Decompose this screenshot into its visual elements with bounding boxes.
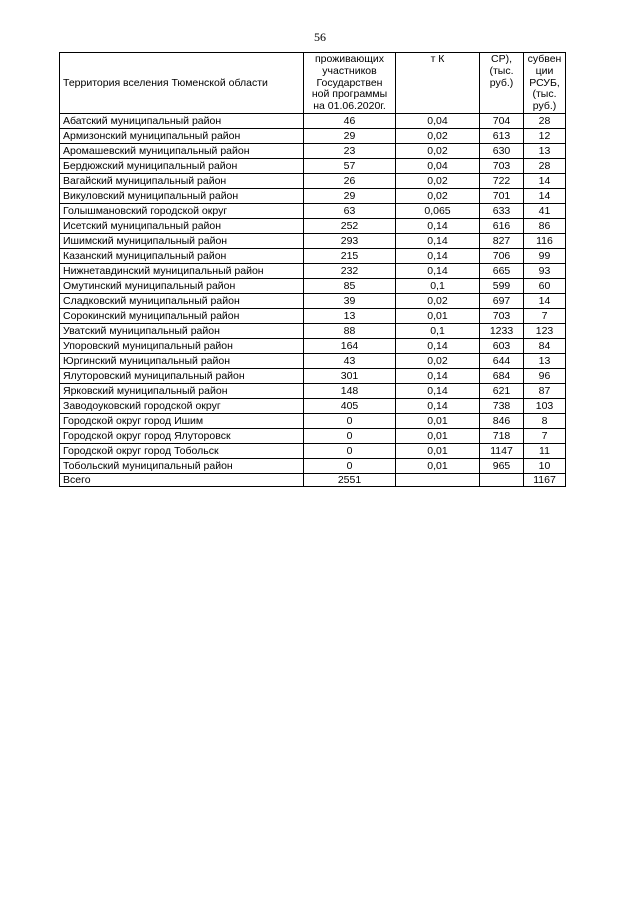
table-header-row: [60, 53, 566, 114]
average-cost: 1233: [480, 323, 524, 338]
total-row: [60, 473, 566, 486]
average-cost: 738: [480, 398, 524, 413]
table-row: [60, 428, 566, 443]
territory-name: Армизонский муниципальный район: [60, 128, 304, 143]
territory-name: Бердюжский муниципальный район: [60, 158, 304, 173]
table-row: [60, 353, 566, 368]
coefficient: 0,14: [396, 218, 480, 233]
subsidy-amount: 11: [524, 443, 566, 458]
subsidy-amount: 86: [524, 218, 566, 233]
subsidy-amount: 14: [524, 173, 566, 188]
territory-name: Абатский муниципальный район: [60, 113, 304, 128]
table-row: [60, 233, 566, 248]
subsidy-table: [59, 52, 566, 487]
territory-name: Вагайский муниципальный район: [60, 173, 304, 188]
participants-count: 29: [304, 128, 396, 143]
territory-name: Городской округ город Тобольск: [60, 443, 304, 458]
subsidy-amount: 8: [524, 413, 566, 428]
table-row: [60, 398, 566, 413]
participants-count: 29: [304, 188, 396, 203]
territory-name: Исетский муниципальный район: [60, 218, 304, 233]
participants-count: 57: [304, 158, 396, 173]
header-participants: проживающих участников Государствен ной программы на 01.06.2020г.: [304, 53, 396, 114]
subsidy-amount: 84: [524, 338, 566, 353]
coefficient: 0,02: [396, 143, 480, 158]
average-cost: 846: [480, 413, 524, 428]
coefficient: 0,14: [396, 263, 480, 278]
average-cost: 701: [480, 188, 524, 203]
coefficient: 0,02: [396, 293, 480, 308]
coefficient: 0,02: [396, 128, 480, 143]
coefficient: 0,02: [396, 353, 480, 368]
territory-name: Ялуторовский муниципальный район: [60, 368, 304, 383]
coefficient: 0,14: [396, 383, 480, 398]
subsidy-amount: 41: [524, 203, 566, 218]
subsidy-amount: 123: [524, 323, 566, 338]
participants-count: 232: [304, 263, 396, 278]
subsidy-amount: 14: [524, 188, 566, 203]
average-cost: 718: [480, 428, 524, 443]
table-row: [60, 383, 566, 398]
total-participants: 2551: [304, 473, 396, 486]
table-row: [60, 458, 566, 473]
subsidy-amount: 7: [524, 428, 566, 443]
average-cost: 616: [480, 218, 524, 233]
average-cost: 697: [480, 293, 524, 308]
average-cost: 703: [480, 158, 524, 173]
average-cost: 630: [480, 143, 524, 158]
page-number: 56: [314, 30, 326, 44]
participants-count: 164: [304, 338, 396, 353]
participants-count: 148: [304, 383, 396, 398]
coefficient: 0,14: [396, 368, 480, 383]
territory-name: Казанский муниципальный район: [60, 248, 304, 263]
territory-name: Аромашевский муниципальный район: [60, 143, 304, 158]
average-cost: 665: [480, 263, 524, 278]
subsidy-amount: 28: [524, 158, 566, 173]
coefficient: 0,02: [396, 188, 480, 203]
average-cost: 965: [480, 458, 524, 473]
participants-count: 46: [304, 113, 396, 128]
territory-name: Тобольский муниципальный район: [60, 458, 304, 473]
coefficient: 0,065: [396, 203, 480, 218]
subsidy-amount: 14: [524, 293, 566, 308]
coefficient: 0,01: [396, 428, 480, 443]
subsidy-amount: 99: [524, 248, 566, 263]
subsidy-amount: 93: [524, 263, 566, 278]
table-row: [60, 278, 566, 293]
table-row: [60, 413, 566, 428]
average-cost: 603: [480, 338, 524, 353]
participants-count: 0: [304, 428, 396, 443]
territory-name: Городской округ город Ялуторовск: [60, 428, 304, 443]
subsidy-amount: 10: [524, 458, 566, 473]
territory-name: Викуловский муниципальный район: [60, 188, 304, 203]
table-row: [60, 128, 566, 143]
subsidy-amount: 103: [524, 398, 566, 413]
table-row: [60, 293, 566, 308]
total-coefficient: [396, 473, 480, 486]
coefficient: 0,1: [396, 323, 480, 338]
territory-name: Ярковский муниципальный район: [60, 383, 304, 398]
participants-count: 293: [304, 233, 396, 248]
average-cost: 706: [480, 248, 524, 263]
header-territory: Территория вселения Тюменской области: [60, 53, 304, 114]
header-coefficient: т К: [396, 53, 480, 114]
coefficient: 0,01: [396, 413, 480, 428]
territory-name: Сорокинский муниципальный район: [60, 308, 304, 323]
average-cost: 827: [480, 233, 524, 248]
average-cost: 599: [480, 278, 524, 293]
coefficient: 0,14: [396, 233, 480, 248]
header-average-cost: СР), (тыс. руб.): [480, 53, 524, 114]
territory-name: Голышмановский городской округ: [60, 203, 304, 218]
coefficient: 0,14: [396, 398, 480, 413]
coefficient: 0,14: [396, 338, 480, 353]
subsidy-amount: 13: [524, 143, 566, 158]
territory-name: Городской округ город Ишим: [60, 413, 304, 428]
territory-name: Заводоуковский городской округ: [60, 398, 304, 413]
table-row: [60, 158, 566, 173]
subsidy-amount: 96: [524, 368, 566, 383]
territory-name: Омутинский муниципальный район: [60, 278, 304, 293]
subsidy-amount: 28: [524, 113, 566, 128]
table-row: [60, 323, 566, 338]
total-subsidy: 1167: [524, 473, 566, 486]
coefficient: 0,04: [396, 158, 480, 173]
subsidy-amount: 13: [524, 353, 566, 368]
table-row: [60, 113, 566, 128]
table-row: [60, 173, 566, 188]
participants-count: 26: [304, 173, 396, 188]
participants-count: 13: [304, 308, 396, 323]
header-subsidy: субвен ции РСУБ, (тыс. руб.): [524, 53, 566, 114]
territory-name: Уватский муниципальный район: [60, 323, 304, 338]
total-average-cost: [480, 473, 524, 486]
table-row: [60, 203, 566, 218]
participants-count: 23: [304, 143, 396, 158]
table-row: [60, 368, 566, 383]
participants-count: 405: [304, 398, 396, 413]
average-cost: 704: [480, 113, 524, 128]
territory-name: Ишимский муниципальный район: [60, 233, 304, 248]
participants-count: 0: [304, 458, 396, 473]
participants-count: 88: [304, 323, 396, 338]
total-label: Всего: [60, 473, 304, 486]
coefficient: 0,1: [396, 278, 480, 293]
table-row: [60, 443, 566, 458]
coefficient: 0,14: [396, 248, 480, 263]
table-row: [60, 188, 566, 203]
table-row: [60, 218, 566, 233]
territory-name: Сладковский муниципальный район: [60, 293, 304, 308]
average-cost: 722: [480, 173, 524, 188]
subsidy-amount: 116: [524, 233, 566, 248]
table-row: [60, 263, 566, 278]
average-cost: 684: [480, 368, 524, 383]
participants-count: 215: [304, 248, 396, 263]
average-cost: 644: [480, 353, 524, 368]
average-cost: 1147: [480, 443, 524, 458]
average-cost: 633: [480, 203, 524, 218]
participants-count: 252: [304, 218, 396, 233]
table-row: [60, 248, 566, 263]
participants-count: 0: [304, 443, 396, 458]
subsidy-amount: 12: [524, 128, 566, 143]
table-row: [60, 338, 566, 353]
table-body: [60, 113, 566, 473]
table-row: [60, 308, 566, 323]
coefficient: 0,01: [396, 308, 480, 323]
table-row: [60, 143, 566, 158]
subsidy-amount: 7: [524, 308, 566, 323]
coefficient: 0,02: [396, 173, 480, 188]
participants-count: 39: [304, 293, 396, 308]
territory-name: Нижнетавдинский муниципальный район: [60, 263, 304, 278]
participants-count: 301: [304, 368, 396, 383]
average-cost: 703: [480, 308, 524, 323]
territory-name: Юргинский муниципальный район: [60, 353, 304, 368]
coefficient: 0,01: [396, 458, 480, 473]
participants-count: 63: [304, 203, 396, 218]
coefficient: 0,01: [396, 443, 480, 458]
average-cost: 613: [480, 128, 524, 143]
participants-count: 0: [304, 413, 396, 428]
coefficient: 0,04: [396, 113, 480, 128]
subsidy-amount: 87: [524, 383, 566, 398]
average-cost: 621: [480, 383, 524, 398]
territory-name: Упоровский муниципальный район: [60, 338, 304, 353]
participants-count: 85: [304, 278, 396, 293]
subsidy-amount: 60: [524, 278, 566, 293]
participants-count: 43: [304, 353, 396, 368]
